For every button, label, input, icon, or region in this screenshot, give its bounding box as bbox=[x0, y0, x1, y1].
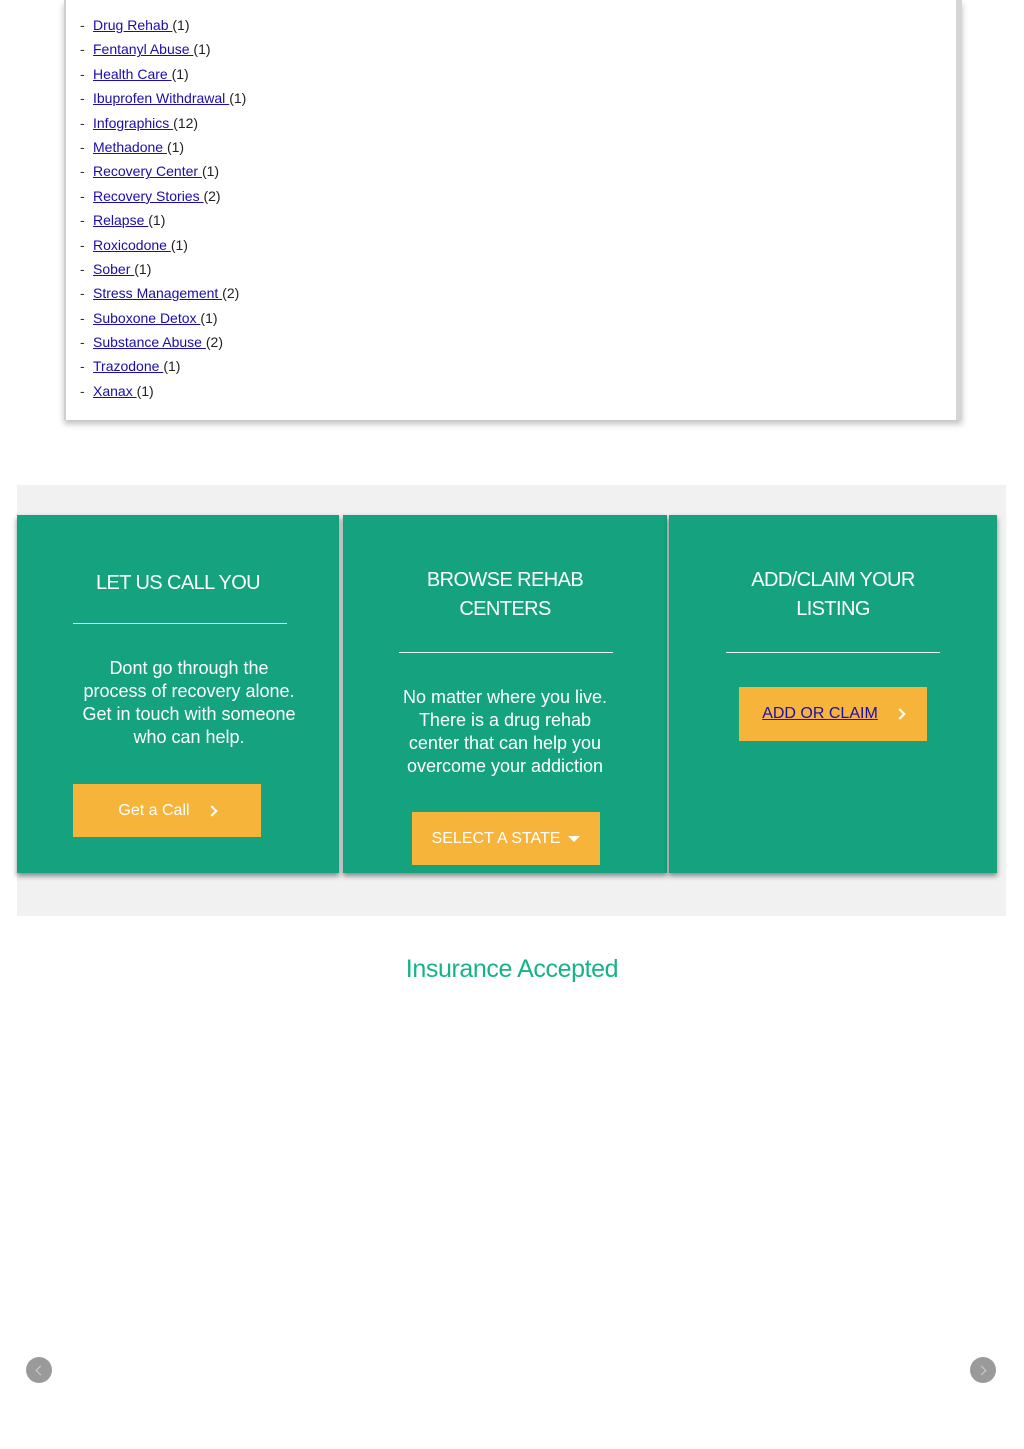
category-count: (1) bbox=[200, 309, 218, 326]
category-link-stress-management[interactable]: Stress Management bbox=[93, 285, 223, 302]
list-item bbox=[80, 382, 246, 406]
card-title bbox=[709, 566, 957, 624]
list-bullet: - bbox=[80, 90, 85, 107]
card-browse-rehab-centers bbox=[343, 515, 667, 873]
category-count: (2) bbox=[222, 285, 240, 302]
button-label: Get a Call bbox=[118, 801, 190, 819]
add-or-claim-button[interactable] bbox=[739, 687, 927, 741]
list-bullet: - bbox=[80, 138, 85, 155]
category-count: (1) bbox=[170, 236, 188, 253]
category-count: (1) bbox=[136, 382, 154, 399]
button-label: ADD OR CLAIM bbox=[762, 705, 878, 722]
list-item bbox=[80, 187, 246, 211]
category-link-infographics[interactable]: Infographics bbox=[93, 114, 174, 131]
list-bullet: - bbox=[80, 163, 85, 180]
list-item bbox=[80, 211, 246, 235]
list-bullet: - bbox=[80, 187, 85, 204]
list-item bbox=[80, 65, 246, 89]
insurance-accepted-heading: Insurance Accepted bbox=[405, 955, 619, 983]
list-item bbox=[80, 309, 246, 333]
card-title bbox=[383, 566, 627, 624]
list-item bbox=[80, 357, 246, 381]
get-a-call-button[interactable] bbox=[73, 784, 261, 837]
category-link-trazodone[interactable]: Trazodone bbox=[93, 358, 164, 375]
list-item bbox=[80, 138, 246, 162]
category-panel-inner bbox=[64, 0, 962, 420]
card-title-line: LISTING bbox=[796, 598, 870, 620]
card-description: No matter where you live. There is a drug rehab center that can help you overcome your addiction bbox=[402, 687, 608, 776]
list-bullet: - bbox=[80, 309, 85, 326]
category-link-health-care[interactable]: Health Care bbox=[93, 65, 172, 82]
list-bullet: - bbox=[80, 382, 85, 399]
list-bullet: - bbox=[80, 358, 85, 375]
category-count: (1) bbox=[229, 90, 247, 107]
card-divider bbox=[726, 652, 940, 653]
list-bullet: - bbox=[80, 17, 85, 33]
list-item bbox=[80, 89, 246, 113]
list-item bbox=[80, 236, 246, 260]
category-count: (2) bbox=[205, 334, 223, 351]
list-item bbox=[80, 260, 246, 284]
card-divider bbox=[73, 623, 287, 624]
category-link-drug-rehab[interactable]: Drug Rehab bbox=[93, 17, 173, 33]
list-item bbox=[80, 16, 246, 40]
category-count: (1) bbox=[172, 17, 190, 33]
category-count: (1) bbox=[201, 163, 220, 180]
card-add-claim-listing bbox=[669, 515, 997, 873]
card-let-us-call-you bbox=[17, 515, 339, 873]
chevron-right-icon bbox=[894, 708, 905, 719]
list-item bbox=[80, 333, 246, 357]
card-divider bbox=[399, 652, 613, 653]
button-label: SELECT A STATE bbox=[431, 829, 561, 847]
category-link-suboxone-detox[interactable]: Suboxone Detox bbox=[93, 309, 201, 326]
category-link-recovery-center[interactable]: Recovery Center bbox=[93, 163, 202, 180]
card-title-line: ADD/CLAIM YOUR bbox=[751, 569, 915, 591]
list-bullet: - bbox=[80, 41, 85, 58]
category-count: (2) bbox=[203, 187, 221, 204]
category-count: (1) bbox=[163, 358, 181, 375]
category-link-ibuprofen-withdrawal[interactable]: Ibuprofen Withdrawal bbox=[93, 90, 230, 107]
cta-band bbox=[17, 485, 1006, 916]
list-item bbox=[80, 284, 246, 308]
chevron-left-circle-icon[interactable] bbox=[26, 1357, 52, 1383]
list-item bbox=[80, 40, 246, 64]
category-count: (1) bbox=[166, 138, 185, 155]
category-link-recovery-stories[interactable]: Recovery Stories bbox=[93, 187, 204, 204]
category-count: (12) bbox=[173, 114, 199, 131]
list-bullet: - bbox=[80, 334, 85, 351]
category-panel bbox=[58, 0, 970, 428]
category-list bbox=[80, 16, 246, 406]
category-count: (1) bbox=[148, 212, 166, 229]
category-link-relapse[interactable]: Relapse bbox=[93, 212, 149, 229]
chevron-right-circle-icon[interactable] bbox=[970, 1357, 996, 1383]
list-item bbox=[80, 114, 246, 138]
list-bullet: - bbox=[80, 285, 85, 302]
list-bullet: - bbox=[80, 212, 85, 229]
category-link-substance-abuse[interactable]: Substance Abuse bbox=[93, 334, 206, 351]
category-link-fentanyl-abuse[interactable]: Fentanyl Abuse bbox=[93, 41, 194, 58]
card-title-line: BROWSE REHAB bbox=[426, 569, 584, 591]
category-count: (1) bbox=[134, 260, 152, 277]
list-bullet: - bbox=[80, 114, 85, 131]
card-title: LET US CALL YOU bbox=[95, 572, 261, 594]
category-link-roxicodone[interactable]: Roxicodone bbox=[93, 236, 171, 253]
list-bullet: - bbox=[80, 260, 85, 277]
card-description: Dont go through the process of recovery alone. Get in touch with someone who can help. bbox=[82, 658, 296, 747]
card-title-line: CENTERS bbox=[459, 598, 551, 620]
list-item bbox=[80, 162, 246, 186]
category-link-methadone[interactable]: Methadone bbox=[93, 138, 167, 155]
list-bullet: - bbox=[80, 236, 85, 253]
category-count: (1) bbox=[171, 65, 189, 82]
category-count: (1) bbox=[193, 41, 211, 58]
chevron-right-icon bbox=[206, 805, 217, 816]
category-link-xanax[interactable]: Xanax bbox=[93, 382, 137, 399]
select-a-state-button[interactable] bbox=[412, 812, 600, 865]
list-bullet: - bbox=[80, 65, 85, 82]
caret-down-icon bbox=[568, 836, 580, 842]
category-link-sober[interactable]: Sober bbox=[93, 260, 135, 277]
